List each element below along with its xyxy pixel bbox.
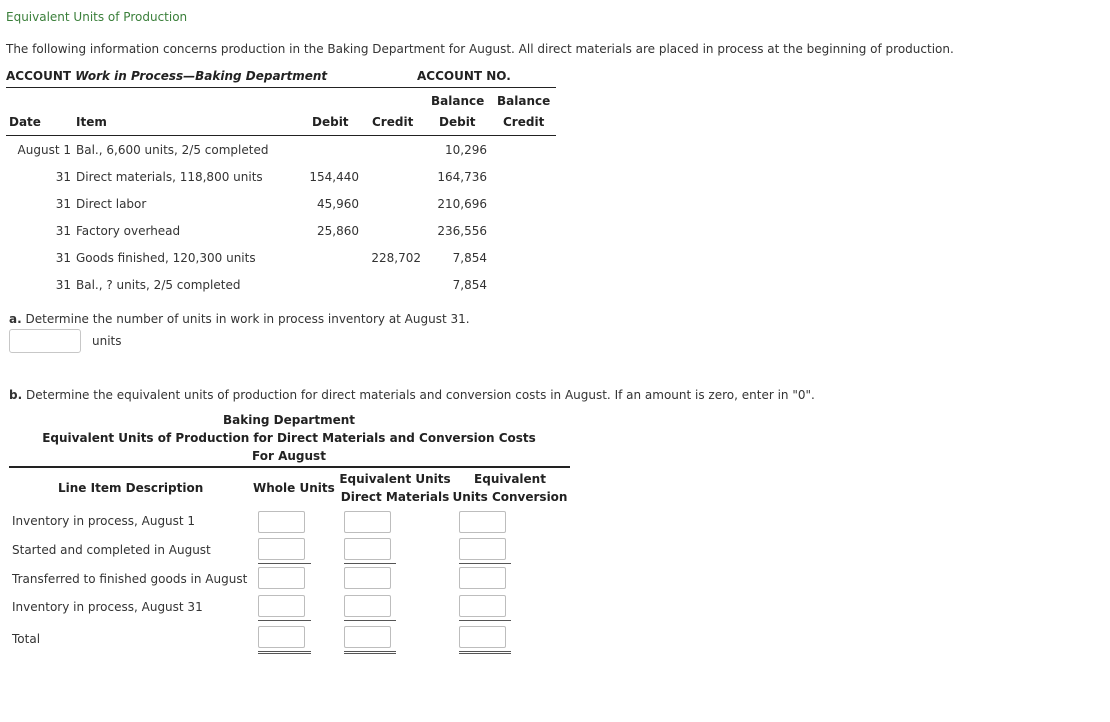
page-title: Equivalent Units of Production	[6, 10, 188, 24]
question-a-letter: a.	[9, 312, 22, 326]
row-label: Started and completed in August	[12, 543, 211, 557]
total-rule-whole	[258, 620, 311, 621]
question-a-text: Determine the number of units in work in process inventory at August 31.	[25, 312, 470, 326]
account-name: Work in Process—Baking Department	[75, 69, 328, 83]
report-title: Equivalent Units of Production for Direct Materials and Conversion Costs	[42, 431, 536, 445]
units-label: units	[92, 334, 122, 348]
col-balance-top-2: Balance	[497, 94, 551, 108]
total-whole-units-input[interactable]	[258, 626, 305, 648]
col-credit: Credit	[372, 115, 414, 129]
whole-units-input[interactable]	[258, 538, 305, 560]
col-eq-conv-1: Equivalent	[474, 472, 546, 486]
eq-conv-input[interactable]	[459, 538, 506, 560]
row-date: 31	[55, 224, 71, 238]
total-double-rule-dm	[344, 651, 396, 654]
subtotal-rule-dm	[344, 563, 396, 564]
account-header-rule	[6, 87, 556, 88]
eq-conv-input[interactable]	[459, 595, 506, 617]
row-balance-debit: 10,296	[445, 143, 487, 157]
question-a	[9, 312, 470, 326]
col-date: Date	[9, 115, 41, 129]
row-item: Direct labor	[76, 197, 147, 211]
row-balance-debit: 164,736	[437, 170, 487, 184]
row-debit: 154,440	[309, 170, 359, 184]
eq-dm-input[interactable]	[344, 511, 391, 533]
total-double-rule-whole	[258, 651, 311, 654]
eq-dm-input[interactable]	[344, 538, 391, 560]
whole-units-input[interactable]	[258, 595, 305, 617]
report-heading-rule	[9, 466, 570, 468]
row-balance-debit: 210,696	[437, 197, 487, 211]
eq-conv-input[interactable]	[459, 567, 506, 589]
row-item: Direct materials, 118,800 units	[76, 170, 263, 184]
row-date: 31	[55, 278, 71, 292]
row-label: Inventory in process, August 31	[12, 600, 203, 614]
row-credit: 228,702	[371, 251, 421, 265]
question-b-text: Determine the equivalent units of production for direct materials and conversion costs in August. If an amount is zero, enter in "0".	[25, 388, 815, 402]
row-debit: 25,860	[317, 224, 359, 238]
row-item: Factory overhead	[76, 224, 181, 238]
account-no-label: ACCOUNT NO.	[417, 69, 511, 83]
row-item: Bal., ? units, 2/5 completed	[76, 278, 241, 292]
whole-units-input[interactable]	[258, 511, 305, 533]
eq-dm-input[interactable]	[344, 595, 391, 617]
row-date: August 1	[17, 143, 71, 157]
col-item: Item	[76, 115, 107, 129]
col-debit: Debit	[312, 115, 349, 129]
row-balance-debit: 236,556	[437, 224, 487, 238]
col-balance-credit: Credit	[503, 115, 545, 129]
col-eq-dm-2: Direct Materials	[340, 490, 450, 504]
wip-units-input[interactable]	[9, 329, 81, 353]
question-b-letter: b.	[9, 388, 23, 402]
eq-dm-input[interactable]	[344, 567, 391, 589]
row-date: 31	[55, 251, 71, 265]
subtotal-rule-whole	[258, 563, 311, 564]
row-date: 31	[55, 170, 71, 184]
account-label: ACCOUNT	[6, 69, 72, 83]
total-eq-dm-input[interactable]	[344, 626, 391, 648]
row-debit: 45,960	[317, 197, 359, 211]
subtotal-rule-conv	[459, 563, 511, 564]
col-line-item: Line Item Description	[58, 481, 204, 495]
total-rule-conv	[459, 620, 511, 621]
ledger-header-rule	[6, 135, 556, 136]
row-balance-debit: 7,854	[452, 251, 487, 265]
col-whole-units: Whole Units	[253, 481, 335, 495]
account-header	[6, 69, 327, 83]
row-item: Goods finished, 120,300 units	[76, 251, 256, 265]
col-balance-top-1: Balance	[431, 94, 485, 108]
intro-text: The following information concerns production in the Baking Department for August. All direct materials are placed in process at the beginning of production.	[6, 42, 954, 56]
row-label: Inventory in process, August 1	[12, 514, 196, 528]
whole-units-input[interactable]	[258, 567, 305, 589]
col-eq-dm-1: Equivalent Units	[339, 472, 451, 486]
eq-conv-input[interactable]	[459, 511, 506, 533]
col-eq-conv-2: Units Conversion	[452, 490, 568, 504]
total-eq-conv-input[interactable]	[459, 626, 506, 648]
row-label: Transferred to finished goods in August	[12, 572, 248, 586]
row-item: Bal., 6,600 units, 2/5 completed	[76, 143, 269, 157]
row-balance-debit: 7,854	[452, 278, 487, 292]
report-period: For August	[252, 449, 326, 463]
total-rule-dm	[344, 620, 396, 621]
col-balance-debit: Debit	[439, 115, 476, 129]
total-double-rule-conv	[459, 651, 511, 654]
row-label: Total	[12, 632, 41, 646]
report-company: Baking Department	[222, 413, 355, 427]
row-date: 31	[55, 197, 71, 211]
question-b	[9, 388, 815, 402]
